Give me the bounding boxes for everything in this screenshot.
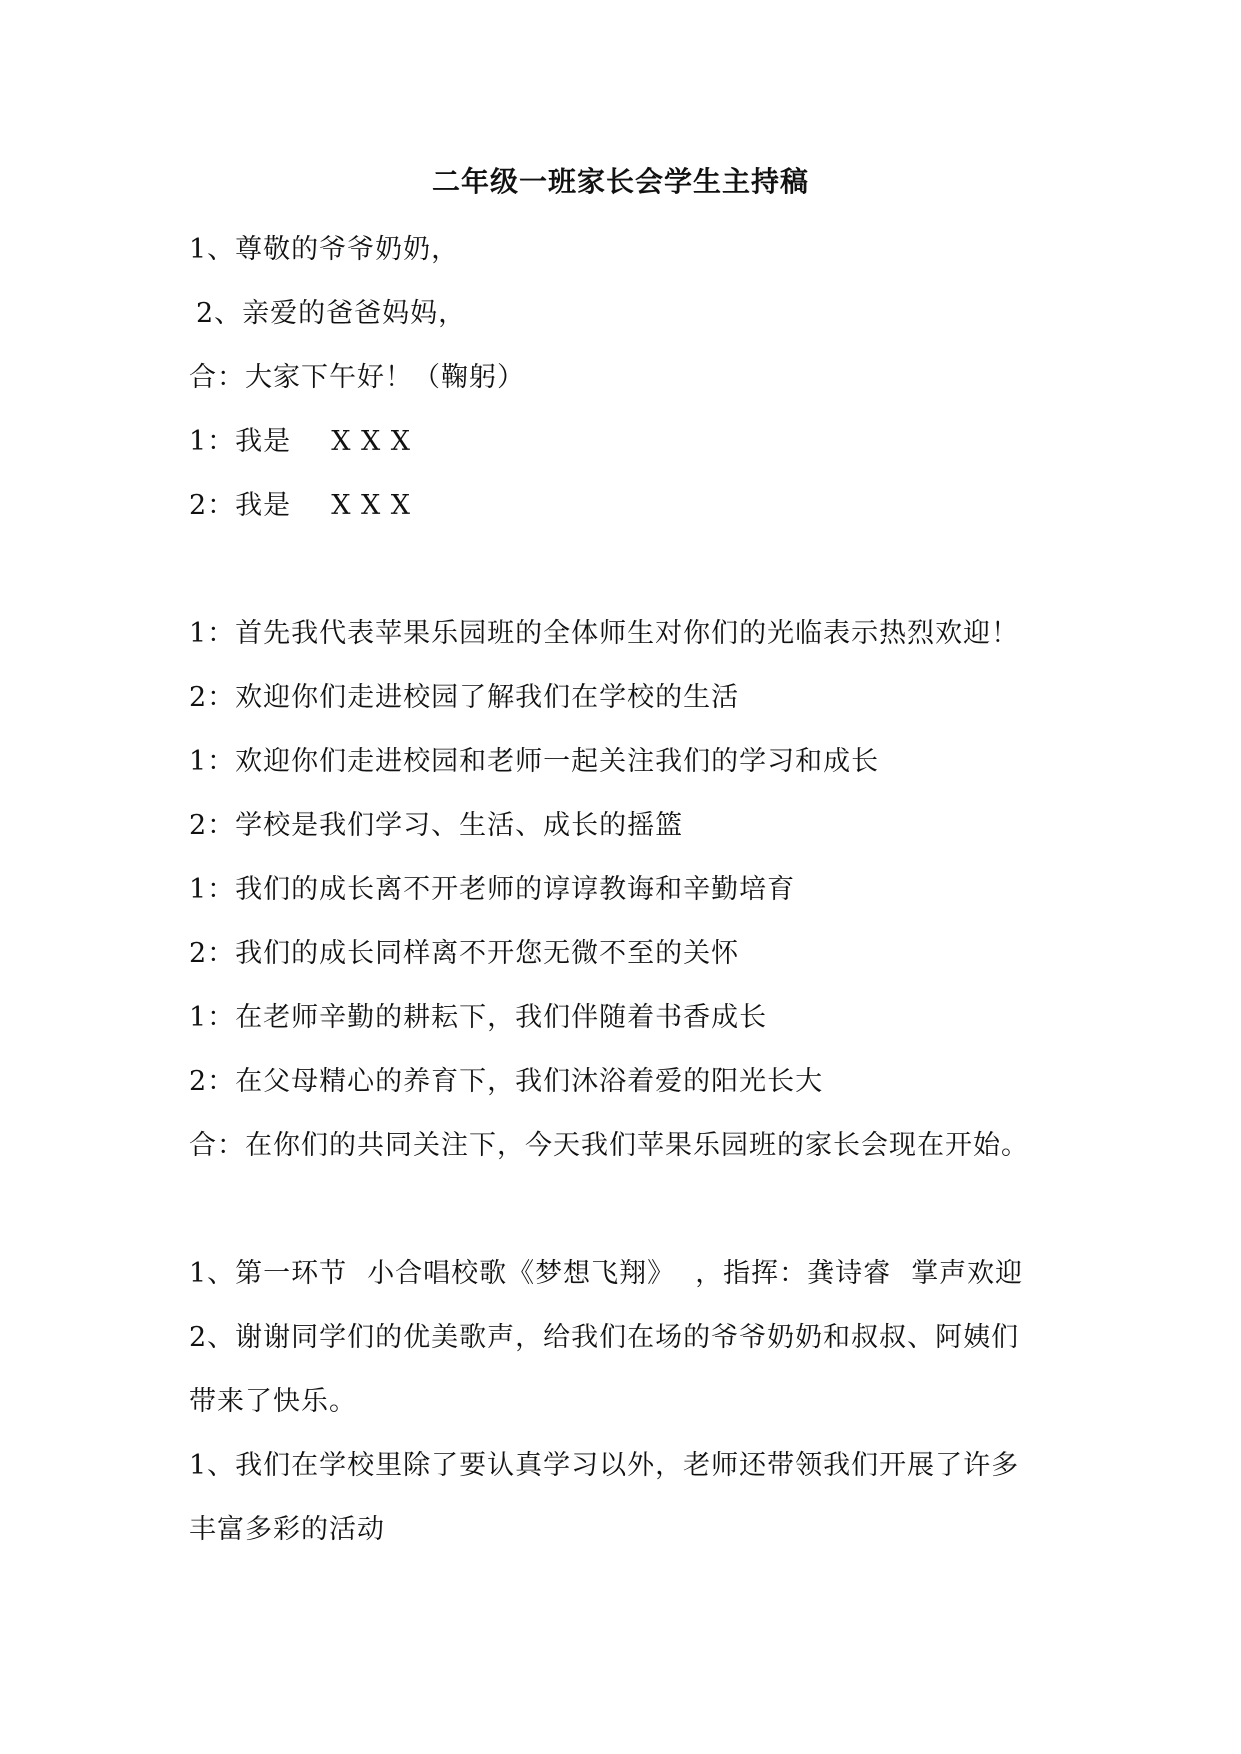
script-line: 2：欢迎你们走进校园了解我们在学校的生活: [189, 682, 740, 713]
name-placeholder: X X X: [331, 490, 412, 521]
script-line: 2、亲爱的爸爸妈妈，: [196, 298, 467, 329]
segment-conductor: ，指挥：龚诗睿: [695, 1258, 892, 1289]
script-line: 2：我们的成长同样离不开您无微不至的关怀: [189, 938, 740, 969]
script-line: 带来了快乐。: [189, 1386, 357, 1417]
speaker-label: 2：我是: [189, 490, 292, 521]
script-line: 1：我们的成长离不开老师的谆谆教诲和辛勤培育: [189, 874, 796, 905]
script-line: 2、谢谢同学们的优美歌声，给我们在场的爷爷奶奶和叔叔、阿姨们: [189, 1322, 1020, 1353]
segment-applause: 掌声欢迎: [911, 1258, 1024, 1289]
script-line: 丰富多彩的活动: [189, 1514, 385, 1545]
script-line: 1、尊敬的爷爷奶奶，: [189, 234, 460, 265]
name-placeholder: X X X: [331, 426, 412, 457]
script-line: 1：在老师辛勤的耕耘下，我们伴随着书香成长: [189, 1002, 768, 1033]
segment-label: 1、第一环节: [189, 1258, 348, 1289]
script-line: 合：在你们的共同关注下，今天我们苹果乐园班的家长会现在开始。: [189, 1130, 1029, 1161]
segment-program: 小合唱校歌《梦想飞翔》: [367, 1258, 676, 1289]
script-line: 2：在父母精心的养育下，我们沐浴着爱的阳光长大: [189, 1066, 824, 1097]
script-line: 1：首先我代表苹果乐园班的全体师生对你们的光临表示热烈欢迎！: [189, 618, 1020, 649]
script-line: 1、我们在学校里除了要认真学习以外，老师还带领我们开展了许多: [189, 1450, 1020, 1481]
script-line: [189, 1254, 1023, 1294]
script-line: [189, 486, 411, 526]
speaker-label: 1：我是: [189, 426, 292, 457]
script-line: 2：学校是我们学习、生活、成长的摇篮: [189, 810, 684, 841]
document-title: 二年级一班家长会学生主持稿: [431, 165, 809, 198]
script-line: 1：欢迎你们走进校园和老师一起关注我们的学习和成长: [189, 746, 880, 777]
script-line: [189, 422, 411, 462]
script-line: 合：大家下午好！（鞠躬）: [189, 362, 525, 393]
